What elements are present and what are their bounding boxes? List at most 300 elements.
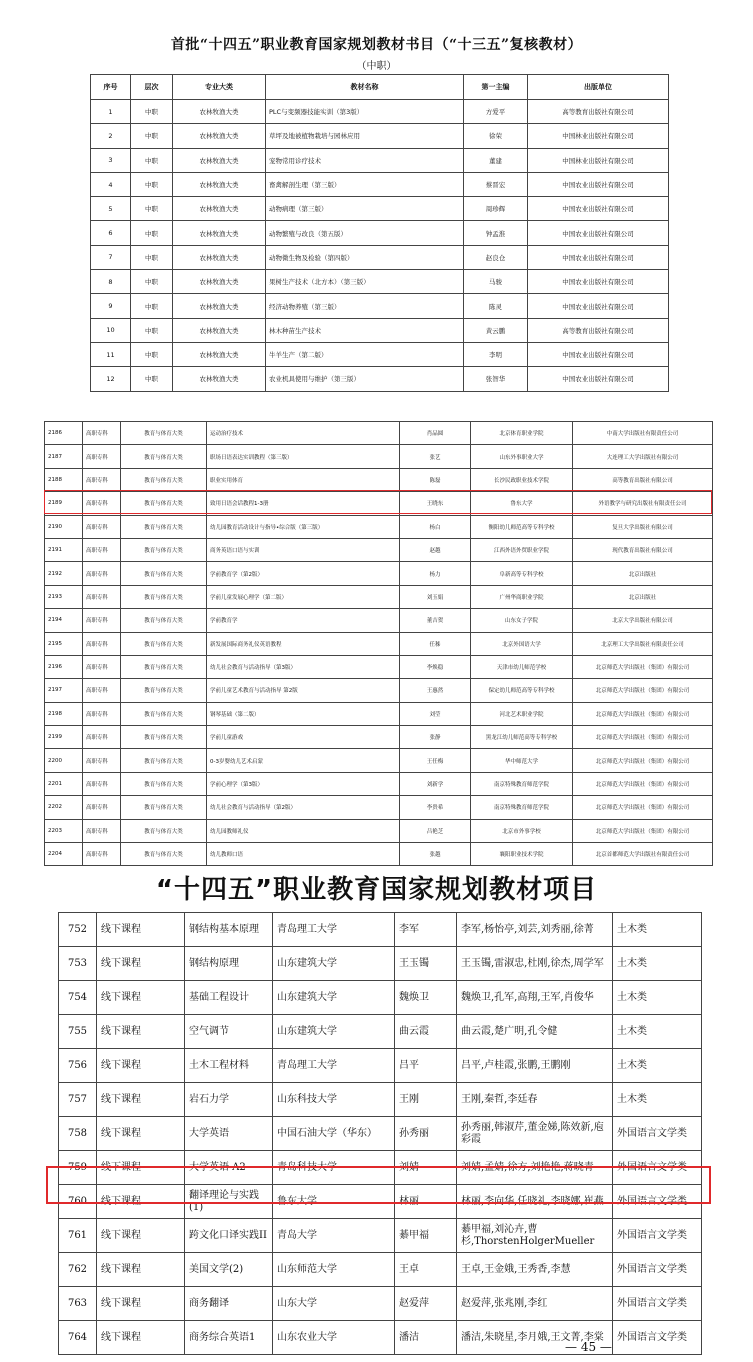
table-row xyxy=(59,913,702,947)
table-cell: 吕平 xyxy=(395,1049,457,1083)
table-cell: 美国文学(2) xyxy=(185,1253,273,1287)
table-cell: 果树生产技术（北方本）（第三版） xyxy=(266,270,464,294)
table-cell: 农林牧渔大类 xyxy=(173,124,266,148)
table-cell: 线下课程 xyxy=(97,913,185,947)
table-cell: 3 xyxy=(91,148,131,172)
table-cell: 李军,杨怡亭,刘芸,刘秀丽,徐菁 xyxy=(457,913,613,947)
table-cell: 商务综合英语1 xyxy=(185,1321,273,1355)
table-row xyxy=(45,655,713,678)
table-cell: 教育与体育大类 xyxy=(121,772,207,795)
table-cell: 山东科技大学 xyxy=(273,1083,395,1117)
table-cell: 中国农业出版社有限公司 xyxy=(528,197,669,221)
table-cell: 2199 xyxy=(45,726,83,749)
table-cell: 学前儿童游戏 xyxy=(207,726,400,749)
table-cell: 4 xyxy=(91,172,131,196)
table-cell: 中国农业出版社有限公司 xyxy=(528,221,669,245)
table-cell: 2189 xyxy=(45,492,83,515)
table-cell: 动物病理（第三版） xyxy=(266,197,464,221)
table-cell: 中国农业出版社有限公司 xyxy=(528,294,669,318)
table-cell: 山东建筑大学 xyxy=(273,981,395,1015)
table-cell: 北京出版社 xyxy=(573,585,713,608)
table-cell: 中职 xyxy=(131,245,173,269)
table-cell: 7 xyxy=(91,245,131,269)
table-cell: 王卓,王金娥,王秀香,李慧 xyxy=(457,1253,613,1287)
table-cell: 2193 xyxy=(45,585,83,608)
table-cell: 2196 xyxy=(45,655,83,678)
table-cell: 现代教育出版社有限公司 xyxy=(573,538,713,561)
table-cell: 职业实用体育 xyxy=(207,468,400,491)
table-row xyxy=(45,632,713,655)
table-cell: 南京特殊教育师范学院 xyxy=(471,772,573,795)
table-cell: 教育与体育大类 xyxy=(121,422,207,445)
table-cell: 线下课程 xyxy=(97,1321,185,1355)
table-cell: 董建 xyxy=(464,148,528,172)
table-cell: 农林牧渔大类 xyxy=(173,294,266,318)
table-cell: 王惠然 xyxy=(400,679,471,702)
table-cell: 759 xyxy=(59,1151,97,1185)
table-row xyxy=(45,515,713,538)
table-cell: 青岛科技大学 xyxy=(273,1151,395,1185)
table-cell: 刘玉娟 xyxy=(400,585,471,608)
table-cell: 高职专科 xyxy=(83,585,121,608)
table-row xyxy=(45,819,713,842)
table-cell: 潘洁 xyxy=(395,1321,457,1355)
table-cell: 周珍辉 xyxy=(464,197,528,221)
table-cell: 山东农业大学 xyxy=(273,1321,395,1355)
table-row xyxy=(45,468,713,491)
table-cell: 教育与体育大类 xyxy=(121,726,207,749)
table-cell: 外国语言文学类 xyxy=(613,1185,702,1219)
table-row xyxy=(91,245,669,269)
table-row xyxy=(91,148,669,172)
table-cell: 中职 xyxy=(131,124,173,148)
table-row xyxy=(91,367,669,391)
table-cell: 林丽,李向华,任晓礼,李晓娜,崔燕 xyxy=(457,1185,613,1219)
section2-table xyxy=(44,421,713,866)
table-cell: 11 xyxy=(91,342,131,366)
table-cell: 幼儿教师口语 xyxy=(207,843,400,866)
table-cell: 空气调节 xyxy=(185,1015,273,1049)
section1-subtitle: （中职） xyxy=(356,61,397,72)
table-cell: 9 xyxy=(91,294,131,318)
table-cell: 襄阳职业技术学院 xyxy=(471,843,573,866)
table-cell: 中职 xyxy=(131,197,173,221)
table-cell: 学前教育学 xyxy=(207,609,400,632)
table-cell: 土木类 xyxy=(613,913,702,947)
table-cell: 王玉镯,雷淑忠,杜刚,徐杰,周学军 xyxy=(457,947,613,981)
table-cell: 陈灵 xyxy=(464,294,528,318)
table-cell: 高职专科 xyxy=(83,492,121,515)
table-cell: 曲云霞 xyxy=(395,1015,457,1049)
table-cell: 2192 xyxy=(45,562,83,585)
table-cell: 教育与体育大类 xyxy=(121,796,207,819)
table-row xyxy=(45,726,713,749)
table-cell: 运动治疗技术 xyxy=(207,422,400,445)
table-cell: 北京师范大学出版社（集团）有限公司 xyxy=(573,655,713,678)
table-cell: 广州华商职业学院 xyxy=(471,585,573,608)
table-row xyxy=(91,318,669,342)
table-cell: 曲云霞,楚广明,孔令健 xyxy=(457,1015,613,1049)
table-cell: 李贵希 xyxy=(400,796,471,819)
table-cell: 高职专科 xyxy=(83,796,121,819)
table-row xyxy=(45,609,713,632)
table-cell: 教育与体育大类 xyxy=(121,632,207,655)
table-cell: 外国语言文学类 xyxy=(613,1287,702,1321)
table-row xyxy=(91,124,669,148)
table-cell: 大连理工大学出版社有限公司 xyxy=(573,445,713,468)
table-cell: 753 xyxy=(59,947,97,981)
table-cell: 任秭 xyxy=(400,632,471,655)
table-cell: 衡阳幼儿师范高等专科学校 xyxy=(471,515,573,538)
table-cell: 高职专科 xyxy=(83,515,121,538)
table-cell: 鲁东大学 xyxy=(471,492,573,515)
table-row xyxy=(45,492,713,515)
table-cell: 学前儿童发展心理学（第二版） xyxy=(207,585,400,608)
table-cell: 北京师范大学出版社（集团）有限公司 xyxy=(573,749,713,772)
table-cell: 中职 xyxy=(131,148,173,172)
section1-table xyxy=(90,74,669,392)
table-cell: 中职 xyxy=(131,318,173,342)
table-cell: 中职 xyxy=(131,294,173,318)
table-cell: 教育与体育大类 xyxy=(121,585,207,608)
table-cell: 张智华 xyxy=(464,367,528,391)
table-cell: 高等教育出版社有限公司 xyxy=(528,100,669,124)
table-cell: 马骏 xyxy=(464,270,528,294)
table-cell: 线下课程 xyxy=(97,1015,185,1049)
table-cell: 农林牧渔大类 xyxy=(173,148,266,172)
table-cell: 钢结构基本原理 xyxy=(185,913,273,947)
table-cell: 756 xyxy=(59,1049,97,1083)
table-row xyxy=(45,562,713,585)
table-cell: 2195 xyxy=(45,632,83,655)
table-cell: 青岛大学 xyxy=(273,1219,395,1253)
table-cell: 高等教育出版社有限公司 xyxy=(528,318,669,342)
table-cell: 翻译理论与实践(1) xyxy=(185,1185,273,1219)
table-cell: 中国林业出版社有限公司 xyxy=(528,148,669,172)
table-row xyxy=(91,270,669,294)
table-row xyxy=(59,1049,702,1083)
table-cell: 杨力 xyxy=(400,562,471,585)
table-cell: 线下课程 xyxy=(97,1287,185,1321)
table-cell: 外国语言文学类 xyxy=(613,1321,702,1355)
table-cell: 北京首都师范大学出版社有限责任公司 xyxy=(573,843,713,866)
table-cell: 方爱平 xyxy=(464,100,528,124)
table-cell: 职场日语表达实训教程（第三版） xyxy=(207,445,400,468)
table-cell: 北京市外事学校 xyxy=(471,819,573,842)
table-cell: 长沙民政职业技术学院 xyxy=(471,468,573,491)
table-cell: 李焕稳 xyxy=(400,655,471,678)
table-cell: 钟孟淮 xyxy=(464,221,528,245)
table-cell: 高职专科 xyxy=(83,819,121,842)
table-cell: 2200 xyxy=(45,749,83,772)
table-cell: 致用日语会话教程1-3册 xyxy=(207,492,400,515)
table-cell: 外国语言文学类 xyxy=(613,1117,702,1151)
column-header: 专业大类 xyxy=(173,75,266,100)
table-cell: 潘洁,朱晓星,李月娥,王文菁,李棠 xyxy=(457,1321,613,1355)
table-cell: 教育与体育大类 xyxy=(121,468,207,491)
table-cell: 高职专科 xyxy=(83,655,121,678)
table-cell: 高职专科 xyxy=(83,632,121,655)
table-cell: 王玉镯 xyxy=(395,947,457,981)
table-cell: 761 xyxy=(59,1219,97,1253)
table-row xyxy=(45,702,713,725)
table-cell: 山东师范大学 xyxy=(273,1253,395,1287)
table-cell: 农林牧渔大类 xyxy=(173,100,266,124)
table-cell: 天津市幼儿师范学校 xyxy=(471,655,573,678)
table-cell: 线下课程 xyxy=(97,1185,185,1219)
table-row xyxy=(91,100,669,124)
table-row xyxy=(45,585,713,608)
table-cell: 高职专科 xyxy=(83,562,121,585)
table-cell: 张艺 xyxy=(400,445,471,468)
table-cell: 12 xyxy=(91,367,131,391)
table-cell: 教育与体育大类 xyxy=(121,819,207,842)
table-cell: 高职专科 xyxy=(83,538,121,561)
table-cell: 动物繁殖与改良（第五版） xyxy=(266,221,464,245)
table-cell: 农林牧渔大类 xyxy=(173,342,266,366)
table-cell: 高职专科 xyxy=(83,843,121,866)
table-cell: 阜新高等专科学校 xyxy=(471,562,573,585)
table-cell: 6 xyxy=(91,221,131,245)
table-cell: 保定幼儿师范高等专科学校 xyxy=(471,679,573,702)
table-cell: 基础工程设计 xyxy=(185,981,273,1015)
table-cell: 土木工程材料 xyxy=(185,1049,273,1083)
table-cell: 土木类 xyxy=(613,1015,702,1049)
table-cell: 外国语言文学类 xyxy=(613,1253,702,1287)
table-cell: 线下课程 xyxy=(97,1049,185,1083)
table-cell: 幼儿园教师礼仪 xyxy=(207,819,400,842)
table-cell: 764 xyxy=(59,1321,97,1355)
table-cell: 刘婧 xyxy=(395,1151,457,1185)
table-cell: 魏焕卫,孔军,高翔,王军,肖俊华 xyxy=(457,981,613,1015)
table-cell: 中职 xyxy=(131,221,173,245)
table-cell: 教育与体育大类 xyxy=(121,538,207,561)
table-cell: 岩石力学 xyxy=(185,1083,273,1117)
table-cell: 肖品圆 xyxy=(400,422,471,445)
table-cell: 綦甲福,刘沁卉,曹杉,ThorstenHolgerMueller xyxy=(457,1219,613,1253)
table-cell: 山东大学 xyxy=(273,1287,395,1321)
table-cell: 刘新学 xyxy=(400,772,471,795)
table-cell: 王刚 xyxy=(395,1083,457,1117)
table-cell: 0-3岁婴幼儿艺术启蒙 xyxy=(207,749,400,772)
table-cell: 杨白 xyxy=(400,515,471,538)
section1-title: 首批“十四五”职业教育国家规划教材书目（“十三五”复核教材） xyxy=(170,37,583,53)
table-cell: 外语教学与研究出版社有限责任公司 xyxy=(573,492,713,515)
table-cell: 外国语言文学类 xyxy=(613,1151,702,1185)
table-cell: 2191 xyxy=(45,538,83,561)
table-cell: 林丽 xyxy=(395,1185,457,1219)
table-cell: 青岛理工大学 xyxy=(273,913,395,947)
table-cell: 幼儿社会教育与活动指导（第2版） xyxy=(207,796,400,819)
table-row xyxy=(45,538,713,561)
table-cell: 江西外语外贸职业学院 xyxy=(471,538,573,561)
table-cell: 董吉贺 xyxy=(400,609,471,632)
table-cell: 学前教育学（第2版） xyxy=(207,562,400,585)
table-cell: 山东外事职业大学 xyxy=(471,445,573,468)
table-cell: 北京外国语大学 xyxy=(471,632,573,655)
table-cell: 新发展国际商务礼仪英语教程 xyxy=(207,632,400,655)
table-cell: 孙秀丽 xyxy=(395,1117,457,1151)
table-cell: 高职专科 xyxy=(83,772,121,795)
table-cell: 北京师范大学出版社（集团）有限公司 xyxy=(573,726,713,749)
column-header: 出版单位 xyxy=(528,75,669,100)
table-cell: 李明 xyxy=(464,342,528,366)
table-cell: 中职 xyxy=(131,270,173,294)
table-cell: 2186 xyxy=(45,422,83,445)
table-cell: 农林牧渔大类 xyxy=(173,367,266,391)
table-cell: 动物微生物及检验（第四版） xyxy=(266,245,464,269)
table-cell: 2202 xyxy=(45,796,83,819)
table-cell: 760 xyxy=(59,1185,97,1219)
column-header: 序号 xyxy=(91,75,131,100)
table-row xyxy=(91,294,669,318)
table-cell: 山东建筑大学 xyxy=(273,947,395,981)
table-cell: 吕平,卢桂霞,张鹏,王鹏刚 xyxy=(457,1049,613,1083)
table-cell: 教育与体育大类 xyxy=(121,445,207,468)
table-cell: 高职专科 xyxy=(83,468,121,491)
table-cell: 宠物常用诊疗技术 xyxy=(266,148,464,172)
table-row xyxy=(91,342,669,366)
page-number: — 45 — xyxy=(565,1340,612,1354)
table-cell: 吕艳芝 xyxy=(400,819,471,842)
table-row xyxy=(45,422,713,445)
table-cell: 王刚,秦哲,李廷春 xyxy=(457,1083,613,1117)
table-cell: 刘莹 xyxy=(400,702,471,725)
table-cell: 中职 xyxy=(131,342,173,366)
table-cell: 北京师范大学出版社（集团）有限公司 xyxy=(573,702,713,725)
table-cell: 2203 xyxy=(45,819,83,842)
table-cell: 中职 xyxy=(131,100,173,124)
table-cell: 跨文化口译实践II xyxy=(185,1219,273,1253)
table-cell: 赵爱萍,张兆刚,李红 xyxy=(457,1287,613,1321)
table-cell: 草坪及地被植物栽培与园林应用 xyxy=(266,124,464,148)
column-header: 层次 xyxy=(131,75,173,100)
table-cell: 王任梅 xyxy=(400,749,471,772)
table-row xyxy=(59,1083,702,1117)
table-cell: 2 xyxy=(91,124,131,148)
table-cell: 北京出版社 xyxy=(573,562,713,585)
table-cell: 教育与体育大类 xyxy=(121,655,207,678)
table-cell: 中国农业出版社有限公司 xyxy=(528,172,669,196)
table-cell: 高职专科 xyxy=(83,749,121,772)
table-cell: 土木类 xyxy=(613,1083,702,1117)
table-cell: 华中师范大学 xyxy=(471,749,573,772)
table-cell: 张越 xyxy=(400,843,471,866)
table-cell: 北京理工大学出版社有限责任公司 xyxy=(573,632,713,655)
table-cell: 北京师范大学出版社（集团）有限公司 xyxy=(573,819,713,842)
table-cell: 2201 xyxy=(45,772,83,795)
table-cell: 758 xyxy=(59,1117,97,1151)
table-header-row xyxy=(91,75,669,100)
table-cell: 教育与体育大类 xyxy=(121,492,207,515)
table-cell: 5 xyxy=(91,197,131,221)
table-cell: 中南大学出版社有限责任公司 xyxy=(573,422,713,445)
table-row xyxy=(91,197,669,221)
table-cell: 陈磊 xyxy=(400,468,471,491)
column-header: 教材名称 xyxy=(266,75,464,100)
column-header: 第一主编 xyxy=(464,75,528,100)
table-row xyxy=(59,1015,702,1049)
table-cell: 2187 xyxy=(45,445,83,468)
table-cell: 商务翻译 xyxy=(185,1287,273,1321)
table-cell: 752 xyxy=(59,913,97,947)
table-cell: 755 xyxy=(59,1015,97,1049)
table-cell: 10 xyxy=(91,318,131,342)
table-cell: 商务英语口语与实训 xyxy=(207,538,400,561)
table-cell: 中国林业出版社有限公司 xyxy=(528,124,669,148)
table-row xyxy=(59,1253,702,1287)
table-cell: 线下课程 xyxy=(97,1253,185,1287)
table-cell: 大学英语 A2 xyxy=(185,1151,273,1185)
table-cell: 经济动物养殖（第三版） xyxy=(266,294,464,318)
table-cell: 土木类 xyxy=(613,947,702,981)
table-cell: 土木类 xyxy=(613,981,702,1015)
table-cell: 刘婧,孟婧,徐方,刘艳艳,蒋晓青 xyxy=(457,1151,613,1185)
table-cell: 农林牧渔大类 xyxy=(173,270,266,294)
table-cell: 赵良仓 xyxy=(464,245,528,269)
table-cell: 北京师范大学出版社（集团）有限公司 xyxy=(573,796,713,819)
table-cell: 黄云鹏 xyxy=(464,318,528,342)
table-cell: 林木种苗生产技术 xyxy=(266,318,464,342)
table-cell: 线下课程 xyxy=(97,1219,185,1253)
table-cell: 黑龙江幼儿师范高等专科学校 xyxy=(471,726,573,749)
table-cell: 钢结构原理 xyxy=(185,947,273,981)
table-row xyxy=(91,221,669,245)
table-row xyxy=(59,1185,702,1219)
table-row xyxy=(59,1151,702,1185)
table-cell: 中国农业出版社有限公司 xyxy=(528,245,669,269)
table-cell: 教育与体育大类 xyxy=(121,515,207,538)
table-row xyxy=(91,172,669,196)
table-cell: 孙秀丽,韩淑芹,董金娣,陈效新,庖彩霞 xyxy=(457,1117,613,1151)
table-cell: 教育与体育大类 xyxy=(121,702,207,725)
table-row xyxy=(45,843,713,866)
table-cell: 北京师范大学出版社（集团）有限公司 xyxy=(573,679,713,702)
table-cell: 高职专科 xyxy=(83,726,121,749)
table-row xyxy=(59,1219,702,1253)
table-cell: 土木类 xyxy=(613,1049,702,1083)
table-cell: 学前儿童艺术教育与活动指导 第2版 xyxy=(207,679,400,702)
table-cell: 线下课程 xyxy=(97,947,185,981)
table-cell: 线下课程 xyxy=(97,1083,185,1117)
table-cell: 农业机具使用与维护（第三版） xyxy=(266,367,464,391)
table-cell: 教育与体育大类 xyxy=(121,843,207,866)
table-cell: 教育与体育大类 xyxy=(121,609,207,632)
table-cell: 线下课程 xyxy=(97,1117,185,1151)
table-cell: 762 xyxy=(59,1253,97,1287)
table-cell: 农林牧渔大类 xyxy=(173,245,266,269)
table-cell: PLC与变频器技能实训（第3版） xyxy=(266,100,464,124)
table-cell: 高职专科 xyxy=(83,445,121,468)
table-cell: 钢琴基础（第二版） xyxy=(207,702,400,725)
table-row xyxy=(45,796,713,819)
table-cell: 2198 xyxy=(45,702,83,725)
table-cell: 高等教育出版社有限公司 xyxy=(573,468,713,491)
table-cell: 王晓东 xyxy=(400,492,471,515)
table-cell: 綦甲福 xyxy=(395,1219,457,1253)
table-cell: 外国语言文学类 xyxy=(613,1219,702,1253)
table-cell: 蔡晋宏 xyxy=(464,172,528,196)
table-cell: 畜禽解剖生理（第三版） xyxy=(266,172,464,196)
table-row xyxy=(45,772,713,795)
table-cell: 农林牧渔大类 xyxy=(173,197,266,221)
table-row xyxy=(45,679,713,702)
table-cell: 农林牧渔大类 xyxy=(173,318,266,342)
table-cell: 南京特殊教育师范学院 xyxy=(471,796,573,819)
table-cell: 线下课程 xyxy=(97,1151,185,1185)
table-row xyxy=(59,1287,702,1321)
table-cell: 河北艺术职业学院 xyxy=(471,702,573,725)
